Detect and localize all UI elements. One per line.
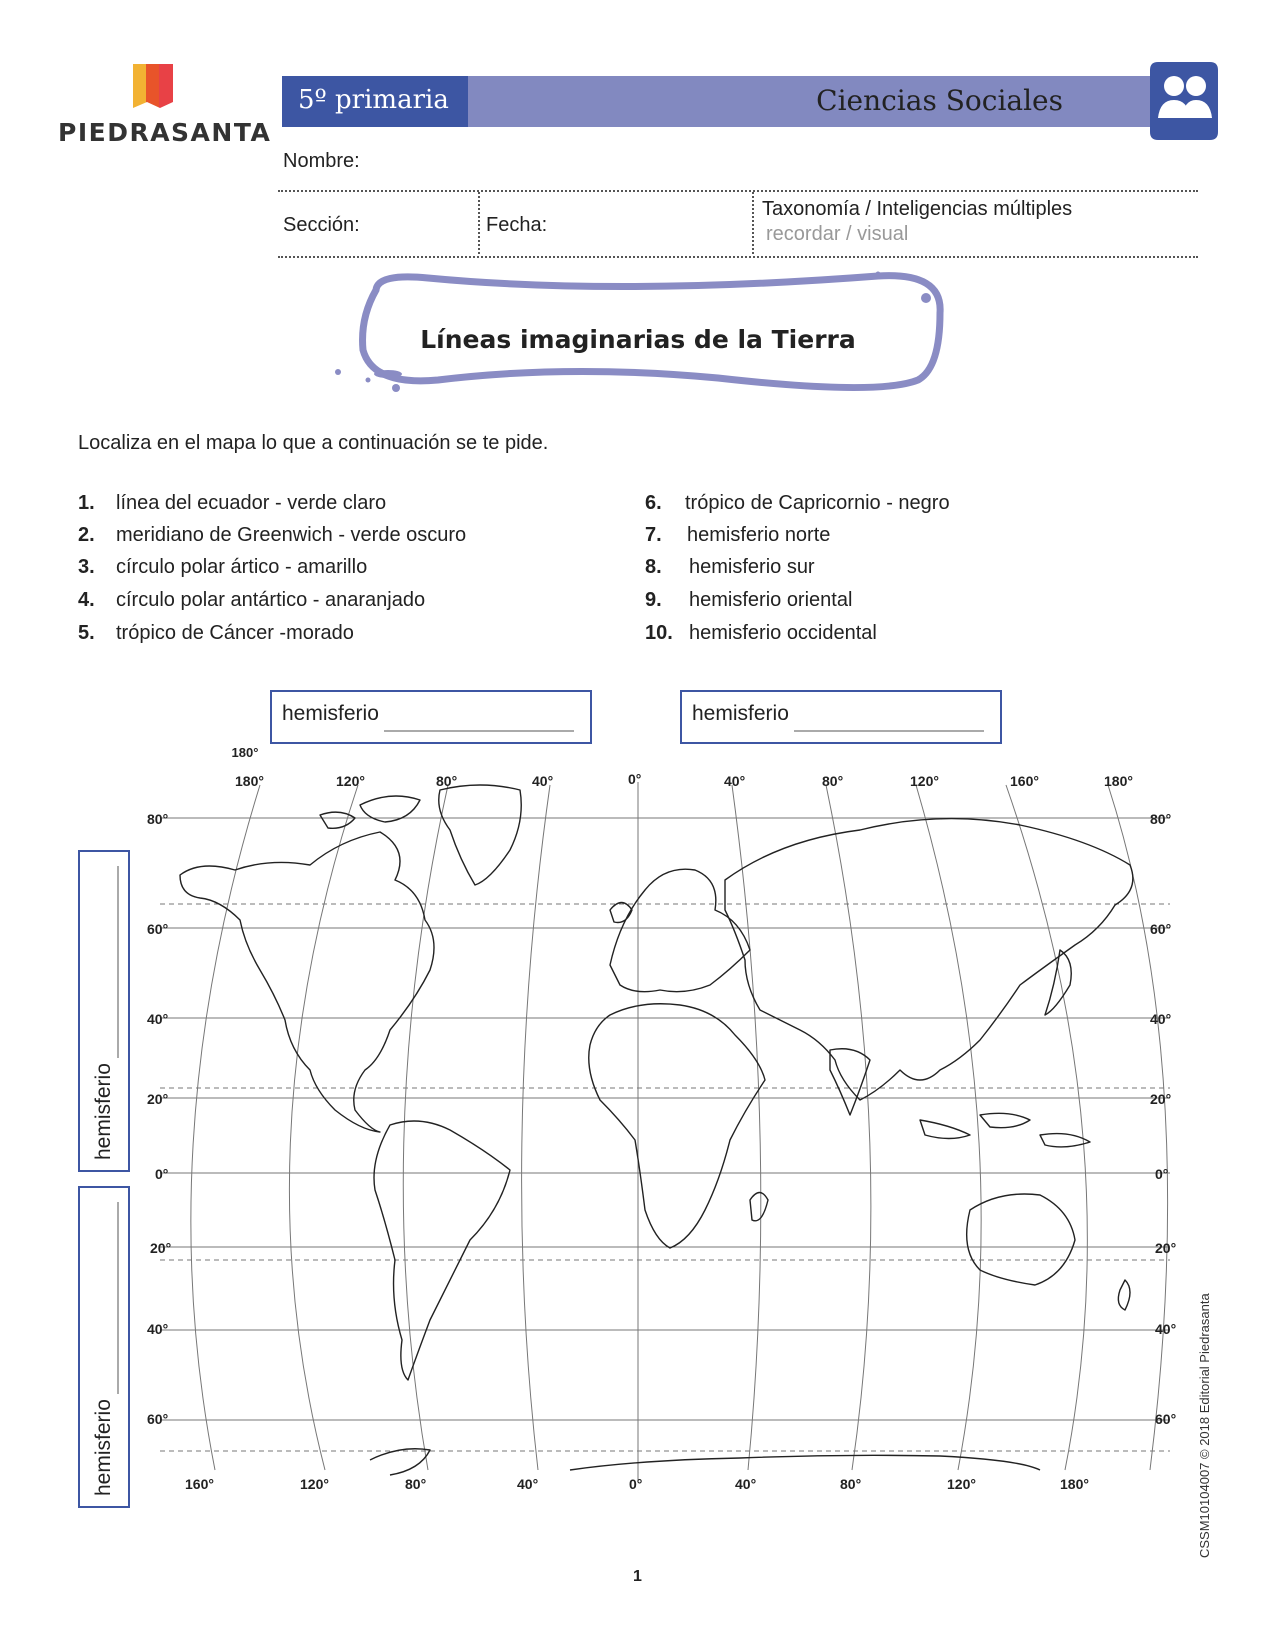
right-lat-label: 60° <box>1155 1411 1177 1427</box>
list-item <box>78 492 386 515</box>
page-title: Líneas imaginarias de la Tierra <box>420 325 856 354</box>
people-icon <box>1148 60 1220 142</box>
continents <box>180 785 1133 1475</box>
bottom-lon-label: 40° <box>517 1476 539 1492</box>
answer-line[interactable] <box>117 1202 119 1394</box>
top-lon-label: 0° <box>628 771 642 787</box>
list-item <box>645 622 877 645</box>
subject-bar <box>468 76 1158 127</box>
bottom-lon-label: 80° <box>405 1476 427 1492</box>
subject-title: Ciencias Sociales <box>816 84 1063 117</box>
item-number: 8. <box>645 556 662 578</box>
hemisphere-answer-box-south[interactable] <box>78 1186 130 1508</box>
hemisphere-answer-box-north[interactable] <box>78 850 130 1172</box>
top-lon-label: 80° <box>436 773 458 789</box>
page-number: 1 <box>633 1568 642 1585</box>
answer-line[interactable] <box>117 866 119 1058</box>
divider <box>278 256 1198 258</box>
left-lat-label: 80° <box>147 811 169 827</box>
divider <box>278 190 1198 192</box>
hemisphere-label: hemisferio <box>692 702 789 725</box>
taxonomy-value: recordar / visual <box>766 223 909 245</box>
left-lat-label: 40° <box>147 1011 169 1027</box>
top-lon-label: 180° <box>1104 773 1133 789</box>
instruction-text: Localiza en el mapa lo que a continuación se te pide. <box>78 432 549 454</box>
divider <box>752 192 754 254</box>
hemisphere-label: hemisferio <box>92 1063 115 1160</box>
item-number: 6. <box>645 492 662 514</box>
divider <box>478 192 480 254</box>
right-lat-label: 20° <box>1155 1240 1177 1256</box>
list-item <box>645 589 852 612</box>
taxonomy-label: Taxonomía / Inteligencias múltiples <box>762 198 1073 220</box>
item-number: 9. <box>645 589 662 611</box>
bottom-lon-label: 0° <box>629 1476 643 1492</box>
left-lat-label: 60° <box>147 921 169 937</box>
item-number: 3. <box>78 556 95 578</box>
top-lon-label: 120° <box>336 773 365 789</box>
list-item <box>78 524 466 547</box>
right-lat-label: 40° <box>1150 1011 1172 1027</box>
item-number: 10. <box>645 622 673 644</box>
left-lat-label: 20° <box>147 1091 169 1107</box>
list-item <box>645 524 830 547</box>
right-lat-label: 40° <box>1155 1321 1177 1337</box>
hemisphere-answer-box-west[interactable] <box>270 690 592 744</box>
hemisphere-label: hemisferio <box>92 1399 115 1496</box>
bottom-lon-label: 120° <box>947 1476 976 1492</box>
world-map <box>140 745 1180 1490</box>
grade-badge <box>282 76 468 127</box>
bottom-lon-label: 40° <box>735 1476 757 1492</box>
left-lat-label: 20° <box>150 1240 172 1256</box>
brand-logo-text: PIEDRASANTA <box>58 118 272 147</box>
right-lat-label: 80° <box>1150 811 1172 827</box>
bottom-lon-label: 160° <box>185 1476 214 1492</box>
item-number: 5. <box>78 622 95 644</box>
lon-label: 180° <box>231 745 259 760</box>
graticule <box>160 782 1170 1482</box>
item-text: trópico de Capricornio - negro <box>685 492 950 514</box>
item-number: 1. <box>78 492 95 514</box>
hemisphere-label: hemisferio <box>282 702 379 725</box>
item-text: hemisferio norte <box>687 524 831 546</box>
list-item <box>78 589 425 612</box>
list-item <box>78 556 367 579</box>
bottom-lon-label: 120° <box>300 1476 329 1492</box>
right-lat-label: 60° <box>1150 921 1172 937</box>
left-lat-label: 60° <box>147 1411 169 1427</box>
bottom-lon-label: 180° <box>1060 1476 1089 1492</box>
date-label: Fecha: <box>486 214 548 236</box>
list-item <box>645 492 950 515</box>
item-text: meridiano de Greenwich - verde oscuro <box>116 524 467 546</box>
list-item <box>645 556 815 579</box>
item-number: 7. <box>645 524 662 546</box>
top-lon-label: 180° <box>235 773 264 789</box>
answer-line[interactable] <box>794 730 984 732</box>
item-text: círculo polar antártico - anaranjado <box>116 589 426 611</box>
name-label: Nombre: <box>283 150 360 172</box>
right-lat-label: 20° <box>1150 1091 1172 1107</box>
hemisphere-answer-box-east[interactable] <box>680 690 1002 744</box>
item-number: 2. <box>78 524 95 546</box>
left-lat-label: 40° <box>147 1321 169 1337</box>
list-item <box>78 622 354 645</box>
item-text: hemisferio sur <box>689 556 815 578</box>
top-lon-label: 120° <box>910 773 939 789</box>
top-lon-label: 40° <box>532 773 554 789</box>
copyright-text: CSSM10104007 © 2018 Editorial Piedrasanta <box>1197 1293 1212 1558</box>
item-text: trópico de Cáncer -morado <box>116 622 354 644</box>
item-text: línea del ecuador - verde claro <box>116 492 387 514</box>
top-lon-label: 80° <box>822 773 844 789</box>
answer-line[interactable] <box>384 730 574 732</box>
right-lat-label: 0° <box>1155 1166 1169 1182</box>
item-text: hemisferio occidental <box>689 622 877 644</box>
bottom-lon-label: 80° <box>840 1476 862 1492</box>
grade-label: 5º primaria <box>298 85 449 115</box>
item-number: 4. <box>78 589 95 611</box>
top-lon-label: 40° <box>724 773 746 789</box>
top-lon-label: 160° <box>1010 773 1039 789</box>
section-label: Sección: <box>283 214 360 236</box>
item-text: hemisferio oriental <box>689 589 853 611</box>
left-lat-label: 0° <box>155 1166 169 1182</box>
item-text: círculo polar ártico - amarillo <box>116 556 368 578</box>
